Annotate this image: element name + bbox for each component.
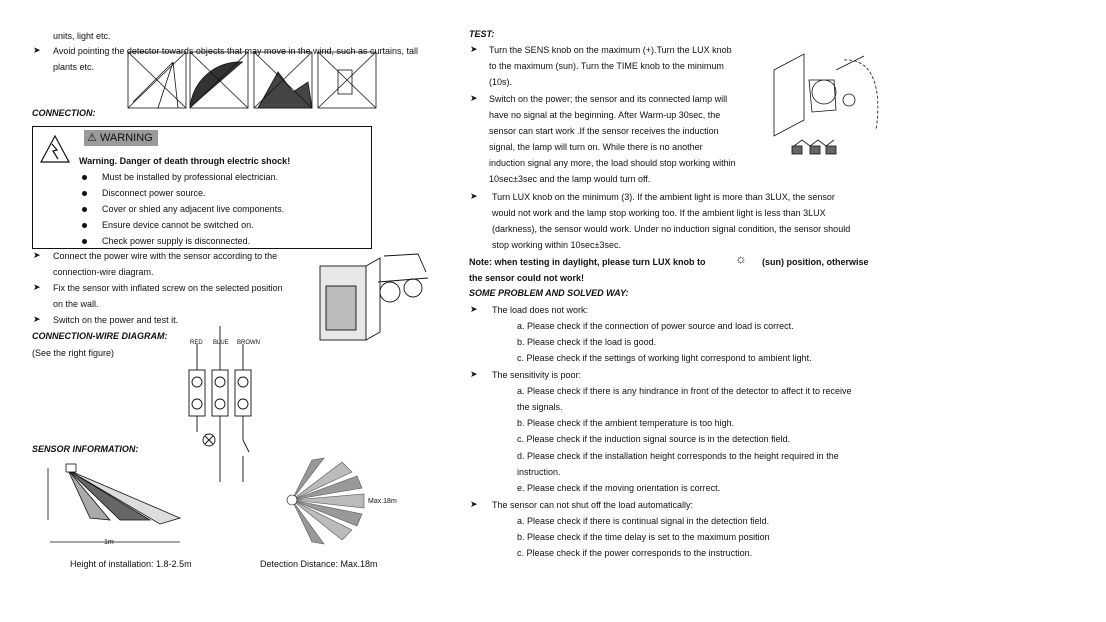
distance-caption: Detection Distance: Max.18m xyxy=(260,559,378,569)
bullet-icon xyxy=(82,223,87,228)
connect-line-2: connection-wire diagram. xyxy=(53,267,154,277)
test2-line: sensor can start work .If the sensor receives the induction xyxy=(489,126,719,136)
problem-2-item: b. Please check if the ambient temperature is too high. xyxy=(517,418,735,428)
warning-item: Cover or shied any adjacent live components. xyxy=(102,204,285,214)
problem-2-title: The sensitivity is poor: xyxy=(492,370,582,380)
sun-icon: ☼ xyxy=(735,251,747,266)
arrow-bullet-icon: ➤ xyxy=(33,282,41,292)
test-illustration xyxy=(764,50,886,162)
dimension-1m: 1m xyxy=(104,539,114,546)
warning-triangle-icon: ⚠ xyxy=(87,132,97,144)
switch-line: Switch on the power and test it. xyxy=(53,315,179,325)
wire-label-red: RED xyxy=(190,340,203,346)
warning-item: Disconnect power source. xyxy=(102,188,206,198)
side-detection-illustration xyxy=(40,462,190,552)
note-line-1b: (sun) position, otherwise xyxy=(762,257,869,267)
test2-line: 10sec±3sec and the lamp would turn off. xyxy=(489,174,651,184)
top-detection-fan xyxy=(262,452,372,552)
problem-heading: SOME PROBLEM AND SOLVED WAY: xyxy=(469,288,629,298)
wire-label-brown: BROWN xyxy=(237,340,260,346)
problem-3-item: b. Please check if the time delay is set to the maximum position xyxy=(517,532,770,542)
problem-1-item: a. Please check if the connection of power source and load is correct. xyxy=(517,321,794,331)
avoid-pictograms xyxy=(128,52,376,110)
fix-line-1: Fix the sensor with inflated screw on the selected position xyxy=(53,283,283,293)
warning-label-bar xyxy=(84,130,158,146)
wire-diagram-heading: CONNECTION-WIRE DIAGRAM: xyxy=(32,331,168,341)
test2-line: induction signal any more, the load should stop working within xyxy=(489,158,736,168)
arrow-bullet-icon: ➤ xyxy=(33,45,41,55)
units-line: units, light etc. xyxy=(53,31,111,41)
note-line-2: the sensor could not work! xyxy=(469,273,585,283)
bullet-icon xyxy=(82,239,87,244)
max-range-label: Max.18m xyxy=(368,498,397,505)
sensor-mounting-illustration xyxy=(318,252,430,344)
problem-2-item: a. Please check if there is any hindrance in front of the detector to affect it to receive xyxy=(517,386,852,396)
arrow-bullet-icon: ➤ xyxy=(470,304,478,314)
see-right-figure: (See the right figure) xyxy=(32,348,115,358)
electric-shock-icon xyxy=(40,135,70,163)
problem-2-item: c. Please check if the induction signal source is in the detection field. xyxy=(517,434,791,444)
arrow-bullet-icon: ➤ xyxy=(470,93,478,103)
warning-item: Ensure device cannot be switched on. xyxy=(102,220,254,230)
arrow-bullet-icon: ➤ xyxy=(33,314,41,324)
test2-line: signal, the lamp will turn on. While there is no another xyxy=(489,142,703,152)
problem-3-item: c. Please check if the power corresponds to the instruction. xyxy=(517,548,753,558)
test3-line: stop working within 10sec±3sec. xyxy=(492,240,622,250)
test1-line: (10s). xyxy=(489,77,513,87)
note-line-1a: Note: when testing in daylight, please turn LUX knob to xyxy=(469,257,706,267)
bullet-icon xyxy=(82,175,87,180)
sensor-info-heading: SENSOR INFORMATION: xyxy=(32,444,139,454)
problem-2-item: e. Please check if the moving orientation is correct. xyxy=(517,483,721,493)
avoid-line-1: Avoid pointing the detector towards objects that may move in the wind, such as curtains, tall xyxy=(53,46,419,56)
test3-line: Turn LUX knob on the minimum (3). If the ambient light is more than 3LUX, the sensor xyxy=(492,192,835,202)
avoid-line-2: plants etc. xyxy=(53,62,95,72)
problem-1-item: c. Please check if the settings of working light correspond to ambient light. xyxy=(517,353,812,363)
fix-line-2: on the wall. xyxy=(53,299,99,309)
arrow-bullet-icon: ➤ xyxy=(470,191,478,201)
warning-label-text: WARNING xyxy=(99,132,153,144)
test3-line: would not work and the lamp stop working too. If the ambient light is less than 3LUX xyxy=(492,208,826,218)
arrow-bullet-icon: ➤ xyxy=(33,250,41,260)
problem-1-title: The load does not work: xyxy=(492,305,589,315)
problem-2-item: the signals. xyxy=(517,402,563,412)
problem-2-item: d. Please check if the installation height corresponds to the height required in the xyxy=(517,451,839,461)
warning-item: Must be installed by professional electrician. xyxy=(102,172,279,182)
warning-title: Warning. Danger of death through electric shock! xyxy=(79,156,291,166)
arrow-bullet-icon: ➤ xyxy=(470,369,478,379)
arrow-bullet-icon: ➤ xyxy=(470,499,478,509)
warning-item: Check power supply is disconnected. xyxy=(102,236,251,246)
height-caption: Height of installation: 1.8-2.5m xyxy=(70,559,192,569)
bullet-icon xyxy=(82,191,87,196)
connection-heading: CONNECTION: xyxy=(32,108,96,118)
test1-line: Turn the SENS knob on the maximum (+).Turn the LUX knob xyxy=(489,45,732,55)
test2-line: have no signal at the beginning. After Warm-up 30sec, the xyxy=(489,110,721,120)
arrow-bullet-icon: ➤ xyxy=(470,44,478,54)
connection-wire-diagram xyxy=(185,322,265,490)
wire-label-blue: BLUE xyxy=(213,340,229,346)
connect-line-1: Connect the power wire with the sensor according to the xyxy=(53,251,278,261)
test1-line: to the maximum (sun). Turn the TIME knob to the minimum xyxy=(489,61,724,71)
problem-3-item: a. Please check if there is continual signal in the detection field. xyxy=(517,516,770,526)
test2-line: Switch on the power; the sensor and its connected lamp will xyxy=(489,94,728,104)
bullet-icon xyxy=(82,207,87,212)
problem-2-item: instruction. xyxy=(517,467,561,477)
test3-line: (darkness), the sensor would work. Under no induction signal condition, the sensor should xyxy=(492,224,851,234)
problem-3-title: The sensor can not shut off the load automatically: xyxy=(492,500,693,510)
test-heading: TEST: xyxy=(469,29,495,39)
problem-1-item: b. Please check if the load is good. xyxy=(517,337,657,347)
